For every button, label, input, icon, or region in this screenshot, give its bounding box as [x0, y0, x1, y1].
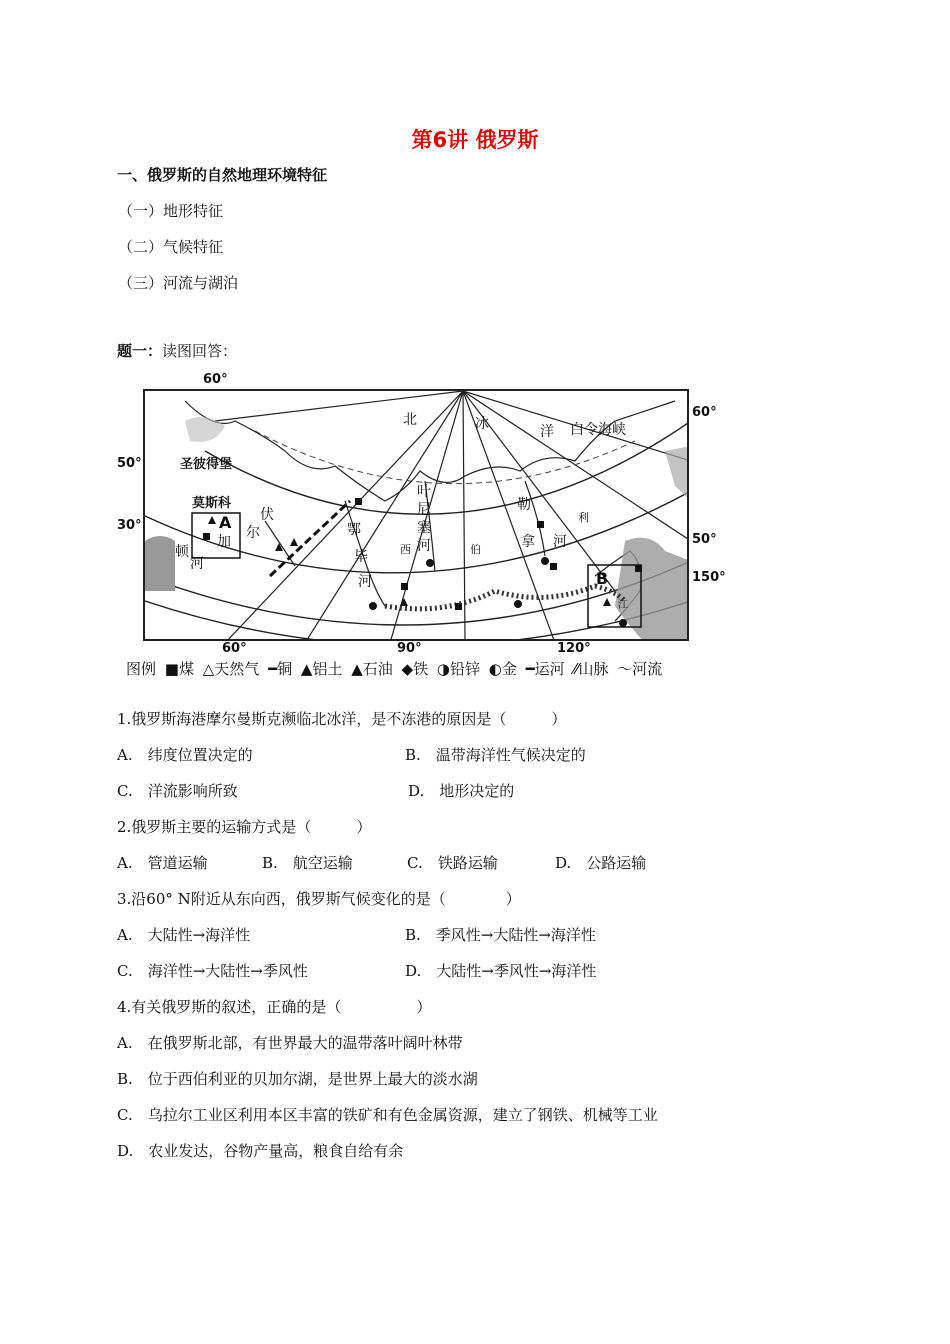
map-label-volga: 加 — [217, 534, 231, 550]
map-label-siberia: 伯 — [470, 543, 481, 556]
map-label-ob: 毕 — [354, 549, 368, 565]
degree-label: 60° — [692, 405, 717, 420]
question-label: 题一： — [117, 342, 163, 360]
legend-item: ▲铝土 — [300, 660, 343, 678]
option-c: C. 乌拉尔工业区利用本区丰富的铁矿和有色金属资源，建立了钢铁、机械等工业 — [117, 1106, 658, 1124]
map-label-lena: 河 — [553, 534, 567, 550]
map-label-siberia: 西 — [400, 543, 411, 556]
option-a: A. 在俄罗斯北部，有世界最大的温带落叶阔叶林带 — [117, 1034, 463, 1052]
box-a-label: A — [219, 513, 232, 532]
legend-item: ▲石油 — [351, 660, 393, 678]
option-c: C. 铁路运输 — [407, 854, 498, 872]
option-d: D. 公路运输 — [555, 854, 647, 872]
degree-label: 90° — [397, 641, 422, 656]
map-label-moscow: 莫斯科 — [192, 496, 232, 511]
subsection-terrain: （一）地形特征 — [118, 202, 224, 220]
russia-map — [143, 389, 689, 641]
degree-label: 50° — [117, 456, 142, 471]
legend-item: △天然气 — [202, 660, 260, 678]
degree-label: 30° — [117, 518, 142, 533]
option-d: D. 地形决定的 — [408, 782, 515, 800]
map-label-yenisei: 尼 — [417, 502, 431, 518]
option-d: D. 大陆性→季风性→海洋性 — [405, 962, 597, 980]
legend-item: ◐金 — [488, 660, 517, 678]
question-stem: 3.沿60° N附近从东向西，俄罗斯气候变化的是（ ） — [117, 890, 521, 908]
question-stem: 1.俄罗斯海港摩尔曼斯克濒临北冰洋，是不冻港的原因是（ ） — [117, 710, 567, 728]
question-stem: 2.俄罗斯主要的运输方式是（ ） — [117, 818, 372, 836]
legend-prefix: 图例 — [126, 660, 157, 678]
option-a: A. 大陆性→海洋性 — [117, 926, 251, 944]
legend-item: ⁄⁄山脉 — [573, 660, 609, 678]
section-heading: 一、俄罗斯的自然地理环境特征 — [117, 166, 328, 184]
map-label-yenisei: 河 — [417, 538, 431, 554]
option-b: B. 温带海洋性气候决定的 — [405, 746, 586, 764]
map-label-yenisei: 塞 — [417, 520, 431, 536]
degree-label: 60° — [222, 641, 247, 656]
question-stem: 4.有关俄罗斯的叙述，正确的是（ ） — [117, 998, 432, 1016]
map-label-don: 顿 — [175, 544, 189, 560]
map-label-don: 河 — [190, 556, 204, 572]
option-b: B. 位于西伯利亚的贝加尔湖，是世界上最大的淡水湖 — [117, 1070, 478, 1088]
degree-label: 120° — [557, 641, 591, 656]
map-label-ob: 鄂 — [347, 522, 361, 538]
page-title: 第6讲 俄罗斯 — [411, 128, 539, 152]
map-label-volga: 伏 — [260, 507, 274, 523]
subsection-climate: （二）气候特征 — [118, 238, 224, 256]
map-label-volga: 尔 — [246, 525, 260, 541]
map-label-arctic: 洋 — [540, 424, 554, 440]
map-label-ob: 河 — [358, 574, 372, 590]
map-label-lena: 利 — [578, 511, 589, 524]
option-b: B. 季风性→大陆性→海洋性 — [405, 926, 596, 944]
map-label-lena: 拿 — [521, 534, 535, 550]
option-c: C. 洋流影响所致 — [117, 782, 238, 800]
map-legend — [126, 658, 666, 679]
legend-item: 〜河流 — [617, 660, 663, 678]
option-a: A. 管道运输 — [117, 854, 208, 872]
legend-item: ◆铁 — [401, 660, 429, 678]
option-d: D. 农业发达，谷物产量高，粮食自给有余 — [117, 1142, 404, 1160]
map-label-amur: 江 — [618, 600, 628, 611]
box-b-label: B — [596, 569, 609, 588]
legend-item: ━铜 — [268, 660, 293, 678]
degree-label: 50° — [692, 532, 717, 547]
map-label-lena: 勒 — [517, 497, 531, 513]
question-instruction: 读图回答： — [162, 342, 238, 360]
legend-item: ■煤 — [164, 660, 194, 678]
map-label-arctic: 北 — [403, 412, 417, 428]
degree-label: 150° — [692, 570, 726, 585]
option-b: B. 航空运输 — [262, 854, 353, 872]
option-c: C. 海洋性→大陆性→季风性 — [117, 962, 308, 980]
map-label-st-petersburg: 圣彼得堡 — [180, 457, 233, 472]
subsection-rivers: （三）河流与湖泊 — [118, 274, 239, 292]
option-a: A. 纬度位置决定的 — [117, 746, 253, 764]
question-intro — [117, 340, 237, 361]
legend-item: ━运河 — [525, 660, 565, 678]
legend-item: ◑铅锌 — [436, 660, 480, 678]
map-label-yenisei: 叶 — [417, 484, 431, 500]
degree-label: 60° — [203, 372, 228, 387]
map-label-bering: 白令海峡 — [570, 422, 626, 438]
map-label-arctic: 冰 — [475, 416, 489, 432]
